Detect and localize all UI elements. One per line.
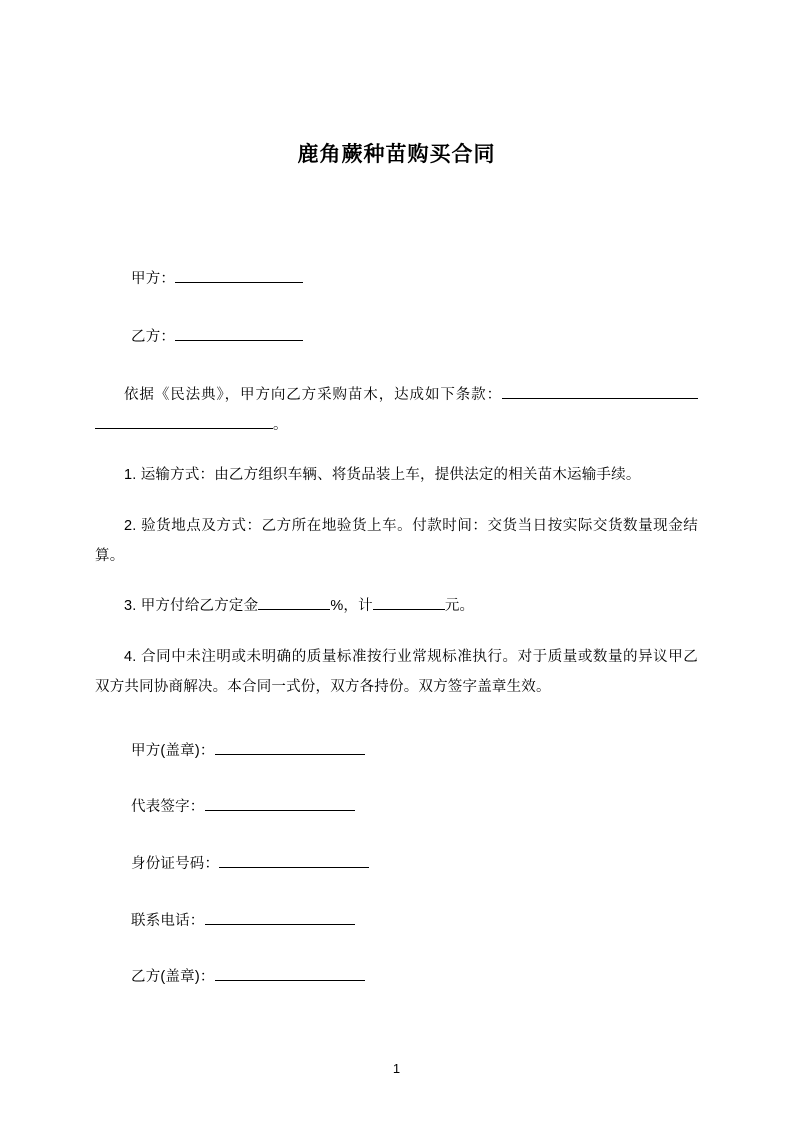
party-a-label: 甲方： xyxy=(131,271,176,288)
sign-party-b-label: 乙方(盖章)： xyxy=(131,969,215,986)
sign-party-a-line xyxy=(95,737,698,767)
sign-representative-label: 代表签字： xyxy=(131,799,205,816)
sign-representative-line xyxy=(95,793,698,823)
sign-phone-label: 联系电话： xyxy=(131,912,205,929)
clause-3-prefix: 3. 甲方付给乙方定金 xyxy=(124,598,259,615)
intro-suffix: 。 xyxy=(273,416,288,433)
clause-3-suffix: 元。 xyxy=(444,598,475,615)
sign-representative-blank[interactable] xyxy=(205,810,355,811)
clause-1: 1. 运输方式：由乙方组织车辆、将货品装上车，提供法定的相关苗木运输手续。 xyxy=(124,467,641,484)
sign-id-number-line xyxy=(95,850,698,880)
deposit-amount-blank[interactable] xyxy=(373,609,445,610)
page-title: 鹿角蕨种苗购买合同 xyxy=(297,143,496,166)
sign-phone-line xyxy=(95,907,698,937)
clause-2: 2. 验货地点及方式：乙方所在地验货上车。付款时间：交货当日按实际交货数量现金结算。 xyxy=(95,517,698,564)
party-b-label: 乙方： xyxy=(131,329,176,346)
page-number: 1 xyxy=(392,1061,401,1076)
document-body xyxy=(0,265,793,993)
sign-party-b-blank[interactable] xyxy=(215,980,365,981)
intro-text: 依据《民法典》，甲方向乙方采购苗木，达成如下条款： xyxy=(124,386,502,403)
clause-3 xyxy=(95,592,698,622)
intro-blank-1[interactable] xyxy=(502,398,698,399)
clause-4: 4. 合同中未注明或未明确的质量标准按行业常规标准执行。对于质量或数量的异议甲乙双方共同协商解决。本合同一式份，双方各持份。双方签字盖章生效。 xyxy=(95,649,698,695)
sign-id-number-blank[interactable] xyxy=(219,867,369,868)
sign-id-number-label: 身份证号码： xyxy=(131,856,220,873)
party-a-blank[interactable] xyxy=(175,282,303,283)
party-a-line xyxy=(95,265,698,295)
signature-block xyxy=(95,737,698,994)
sign-party-b-line xyxy=(95,963,698,993)
sign-party-a-blank[interactable] xyxy=(215,754,365,755)
sign-party-a-label: 甲方(盖章)： xyxy=(131,742,215,759)
intro-blank-2[interactable] xyxy=(95,428,273,429)
party-b-line xyxy=(95,323,698,353)
party-b-blank[interactable] xyxy=(175,340,303,341)
intro-paragraph xyxy=(95,381,698,440)
deposit-percent-blank[interactable] xyxy=(258,609,330,610)
clause-3-mid: %，计 xyxy=(330,598,373,615)
sign-phone-blank[interactable] xyxy=(205,924,355,925)
